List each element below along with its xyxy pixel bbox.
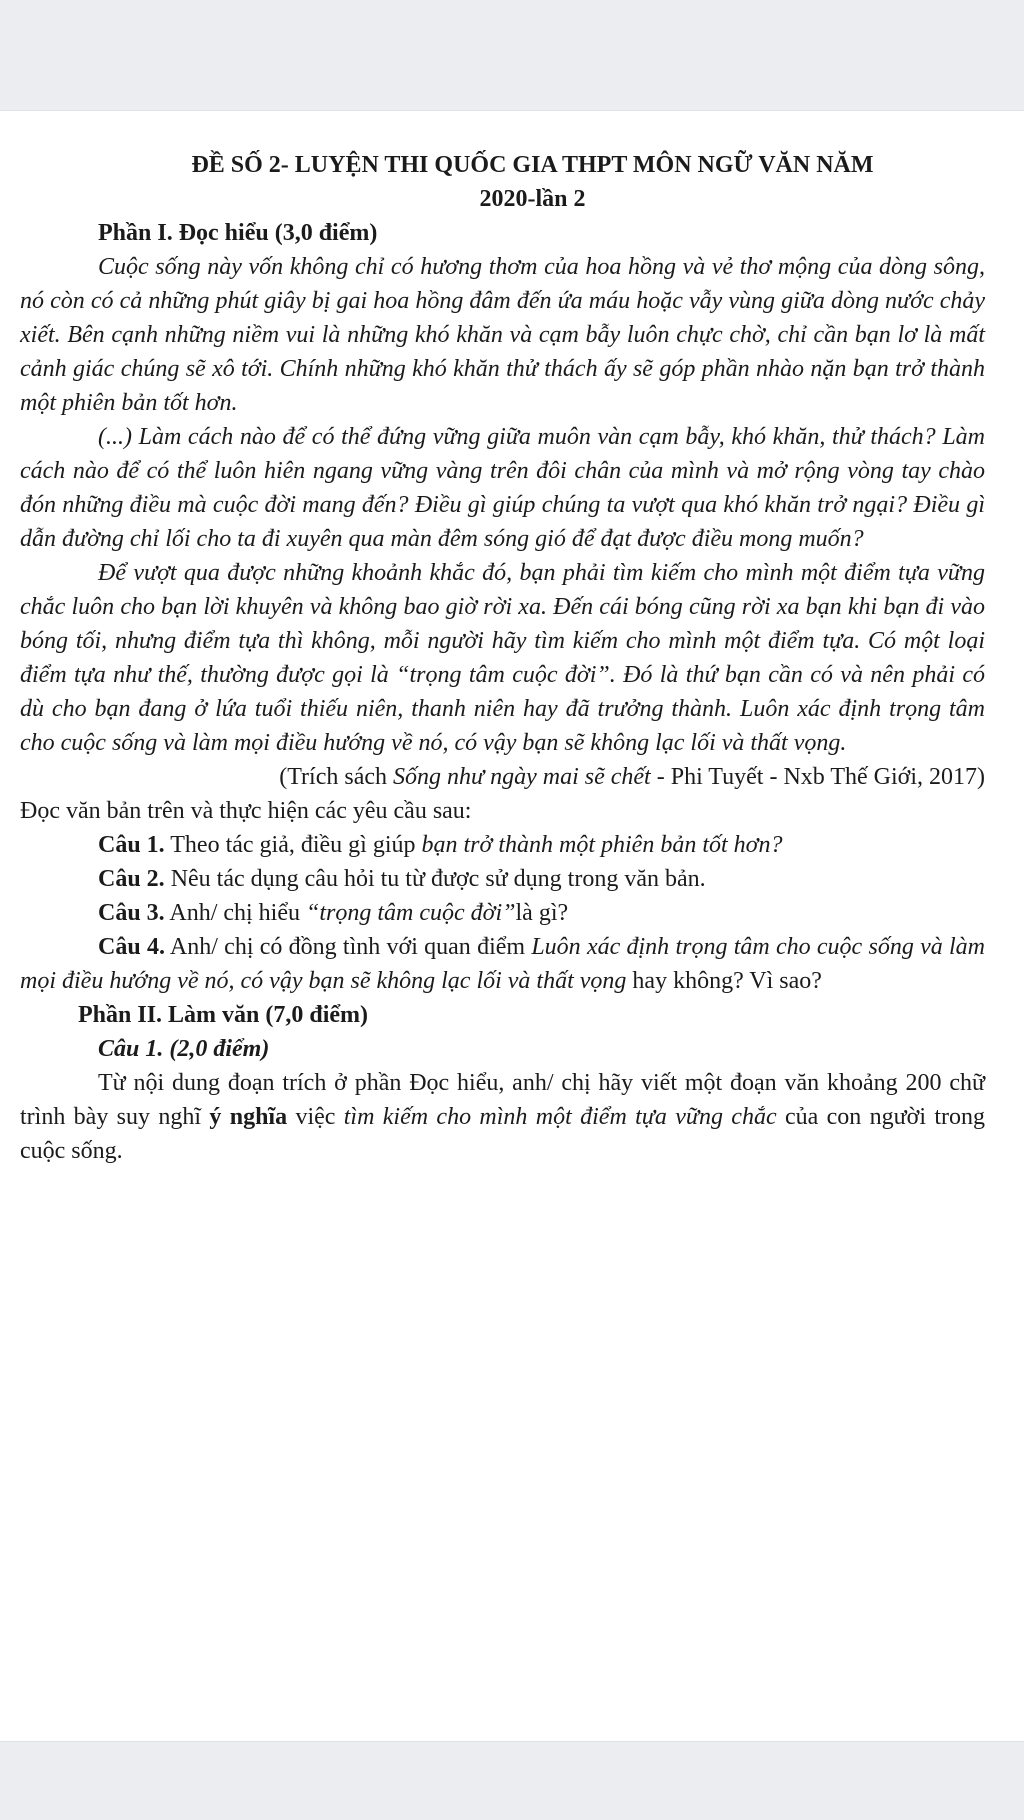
passage-paragraph-3: Để vượt qua được những khoảnh khắc đó, bạn phải tìm kiếm cho mình một điểm tựa vững chắc luôn cho bạn lời khuyên và không bao giờ rời xa. Đến cái bóng cũng rời xa bạn khi bạn đi vào bóng tối, nhưng điểm tựa thì không, mỗi người hãy tìm kiếm cho mình một điểm tựa. Có một loại điểm tựa như thế, thường được gọi là “trọng tâm cuộc đời”. Đó là thứ bạn cần có và nên phải có dù cho bạn đang ở lứa tuổi thiếu niên, thanh niên hay đã trưởng thành. Luôn xác định trọng tâm cho cuộc sống và làm mọi điều hướng về nó, có vậy bạn sẽ không lạc lối và thất vọng. — [20, 560, 985, 756]
instruction-text: Đọc văn bản trên và thực hiện các yêu cầu sau: — [20, 798, 472, 824]
passage-paragraph-2: (...) Làm cách nào để có thể đứng vững giữa muôn vàn cạm bẫy, khó khăn, thử thách? Làm cách nào để có thể luôn hiên ngang vững vàng trên đôi chân của mình và mở rộng vòng tay chào đón những điều mà cuộc đời mang đến? Điều gì giúp chúng ta vượt qua khó khăn trở ngại? Điều gì dẫn đường chỉ lối cho ta đi xuyên qua màn đêm sóng gió để đạt được điều mong muốn? — [20, 424, 985, 552]
bottom-toolbar-area — [0, 1742, 1024, 1820]
part2-heading: Phần II. Làm văn (7,0 điểm) — [78, 1002, 369, 1028]
part1-heading: Phần I. Đọc hiểu (3,0 điểm) — [98, 220, 378, 246]
question-3: Câu 3. Anh/ chị hiểu “trọng tâm cuộc đời”là gì? — [98, 900, 569, 926]
source-citation: (Trích sách Sống như ngày mai sẽ chết - Phi Tuyết - Nxb Thế Giới, 2017) — [279, 764, 985, 790]
top-toolbar-area — [0, 0, 1024, 110]
cau1-heading: Câu 1. (2,0 điểm) — [98, 1036, 270, 1062]
document-title-line1: ĐỀ SỐ 2- LUYỆN THI QUỐC GIA THPT MÔN NGỮ VĂN NĂM — [191, 152, 874, 178]
passage-paragraph-1: Cuộc sống này vốn không chỉ có hương thơm của hoa hồng và vẻ thơ mộng của dòng sông, nó còn có cả những phút giây bị gai hoa hồng đâm đến ứa máu hoặc vẫy vùng giữa dòng nước chảy xiết. Bên cạnh những niềm vui là những khó khăn và cạm bẫy luôn chực chờ, chỉ cần bạn lơ là mất cảnh giác chúng sẽ xô tới. Chính những khó khăn thử thách ấy sẽ góp phần nhào nặn bạn trở thành một phiên bản tốt hơn. — [20, 254, 985, 416]
question-4: Câu 4. Anh/ chị có đồng tình với quan điểm Luôn xác định trọng tâm cho cuộc sống và làm mọi điều hướng về nó, có vậy bạn sẽ không lạc lối và thất vọng hay không? Vì sao? — [20, 934, 985, 994]
document-content — [20, 148, 985, 1168]
cau1-prompt: Từ nội dung đoạn trích ở phần Đọc hiểu, anh/ chị hãy viết một đoạn văn khoảng 200 chữ trình bày suy nghĩ ý nghĩa việc tìm kiếm cho mình một điểm tựa vững chắc của con người trong cuộc sống. — [20, 1070, 985, 1164]
question-2: Câu 2. Nêu tác dụng câu hỏi tu từ được sử dụng trong văn bản. — [98, 866, 706, 892]
question-1: Câu 1. Theo tác giả, điều gì giúp bạn trở thành một phiên bản tốt hơn? — [98, 832, 783, 858]
document-title-line2: 2020-lần 2 — [479, 186, 586, 212]
